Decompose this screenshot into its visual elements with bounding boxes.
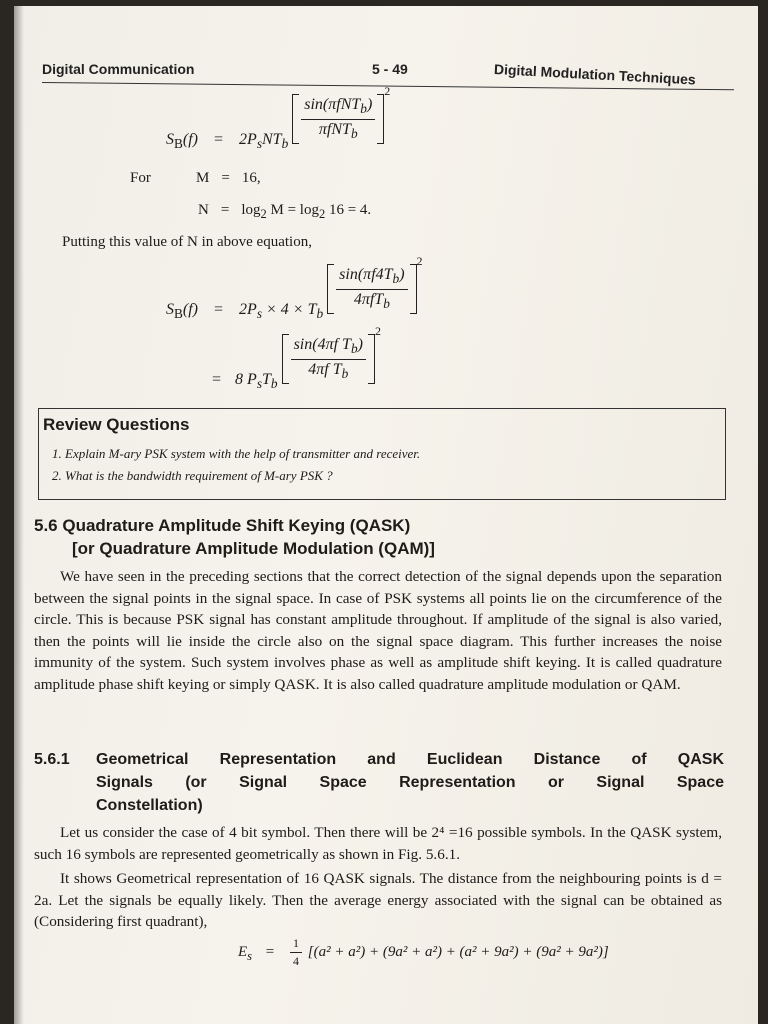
subsection-paragraph-2: It shows Geometrical representation of 16 QASK signals. The distance from the neighbouring points is d = 2a. Let the signals be equally likely. Then the average energy associated with the signal can be obtained as (Considering first quadrant), bbox=[34, 870, 722, 930]
equation-psd-simplified: = 8 $P_sT_b$ $\frac{\sin(4\pi f T_b)}{4\pi f T_b}$ $^2$ bbox=[212, 324, 381, 392]
subsection-paragraph-1: Let us consider the case of 4 bit symbol. Then there will be 2⁴ =16 possible symbols. In the QASK system, such 16 symbols are represented geometrically as shown in Fig. 5.6.1. bbox=[34, 824, 722, 863]
putting-text: Putting this value of N in above equation, bbox=[62, 234, 312, 250]
review-questions-box bbox=[38, 408, 726, 500]
equation-psd-n4: $S_B(f) = 2P_s \times 4 \times T_b$ $\frac{\sin(\pi f4T_b)}{4\pi fT_b}$ $^2$ bbox=[166, 254, 423, 322]
subsection-title-line3: Constellation) bbox=[96, 797, 203, 814]
for-label: For bbox=[130, 170, 151, 186]
book-page bbox=[14, 6, 758, 1024]
subsection-title-line1: 5.6.1 Geometrical Representation and Euclidean Distance of QASK bbox=[34, 751, 724, 768]
review-title: Review Questions bbox=[43, 415, 190, 434]
section-paragraph: We have seen in the preceding sections that the correct detection of the signal depends upon the separation between the signal points in the signal space. In case of PSK systems all points lie on the circumference of the circle. This is because PSK signal has constant amplitude throughout. If amplitude of the signal is also varied, then the points will lie inside the circle also on the signal space diagram. This further increases the noise immunity of the system. Such system involves phase as well as amplitude shift keying. It is called quadrature amplitude phase shift keying or simply QASK. It is also called quadrature amplitude modulation or QAM. bbox=[34, 568, 722, 693]
subsection-title-line2: Signals (or Signal Space Representation or Signal Space bbox=[96, 774, 724, 791]
header-chapter-title: Digital Modulation Techniques bbox=[493, 61, 697, 88]
section-title-line1: 5.6 Quadrature Amplitude Shift Keying (QASK) bbox=[34, 516, 411, 535]
review-list bbox=[39, 443, 725, 487]
review-question-2: 2. What is the bandwidth requirement of M-ary PSK ? bbox=[65, 465, 725, 487]
for-n-line: $N = \log_2 M = \log_2 16 = 4$. bbox=[198, 202, 372, 221]
page-edge-shadow bbox=[14, 6, 24, 1024]
section-title-line2: [or Quadrature Amplitude Modulation (QAM)] bbox=[72, 539, 435, 558]
equation-psd-general: $S_B(f) = 2P_sNT_b$ $\frac{\sin(\pi fNT_b)}{\pi fNT_b}$ $^2$ bbox=[166, 84, 391, 152]
header-book-title: Digital Communication bbox=[42, 61, 195, 77]
equation-average-energy: $E_s$ = $\frac{1}{4}$ [(a² + a²) + (9a² + a²) + (a² + 9a²) + (9a² + 9a²)] bbox=[238, 936, 609, 968]
for-m-line: M = 16, bbox=[196, 170, 261, 186]
header-page-number: 5 - 49 bbox=[372, 61, 408, 77]
review-question-1: 1. Explain M-ary PSK system with the help of transmitter and receiver. bbox=[65, 443, 725, 465]
